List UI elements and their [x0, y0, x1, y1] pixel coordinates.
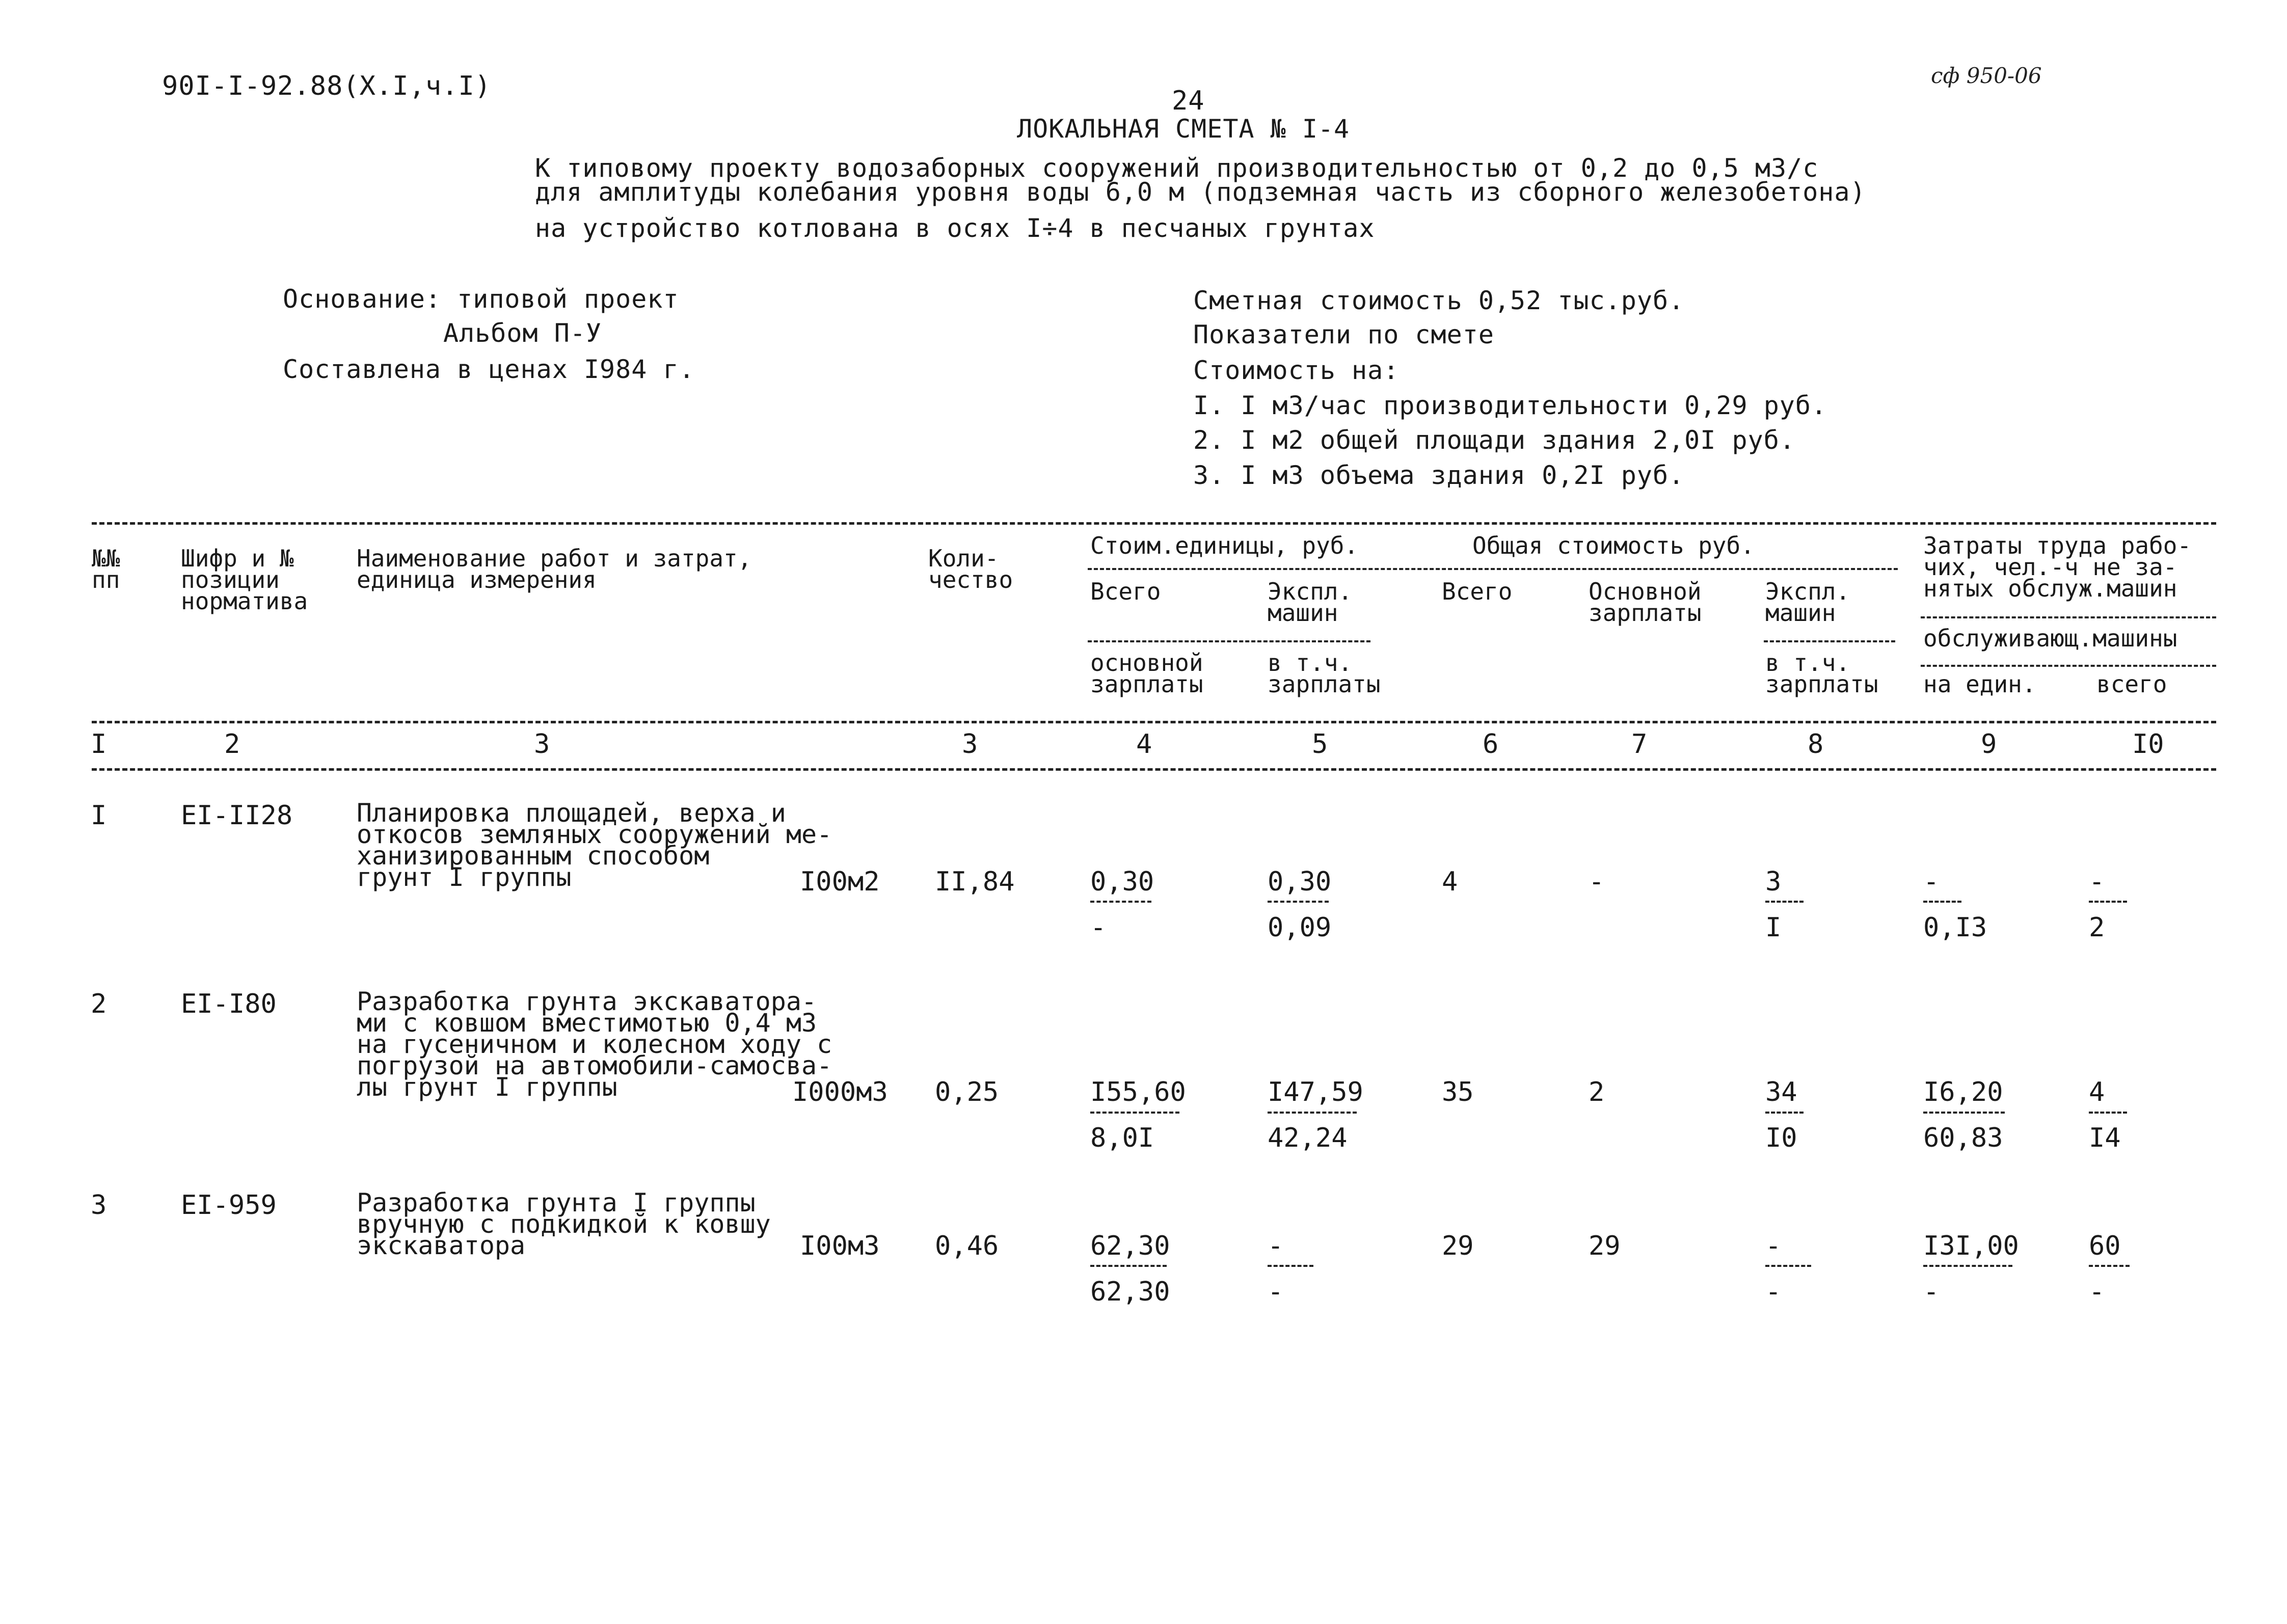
table-row-description: Разработка грунта экскаватора- ми с ковшом вместимотью 0,4 м3 на гусеничном и колесном ходу с погрузой на автомобили-самосва- лы грунт I группы: [357, 987, 832, 1102]
unit-cost-machines: -: [1268, 1231, 1284, 1261]
document-code: 90I-I-92.88(X.I,ч.I): [162, 71, 492, 101]
summary-indicators: Показатели по смете: [1193, 320, 1494, 349]
table-row-description: Разработка грунта I группы вручную с подкидкой к ковшу экскаватора: [357, 1188, 771, 1260]
total-cost-all: 29: [1442, 1231, 1474, 1261]
col-number-7: 7: [1631, 729, 1648, 760]
labor-total: -: [2089, 867, 2105, 897]
header-unit-cost: Стоим.единицы, руб.: [1090, 532, 1359, 559]
header-total-incl-wage: в т.ч. зарплаты: [1765, 649, 1878, 698]
header-col-num: №№ пп: [92, 545, 120, 593]
estimate-title: ЛОКАЛЬНАЯ СМЕТА № I-4: [1017, 114, 1350, 144]
cost-group-rule: [1088, 568, 1898, 570]
fraction-rule: [1090, 1112, 1179, 1114]
total-base-wage: -: [1589, 867, 1605, 897]
unit-cost-total: I55,60: [1090, 1077, 1186, 1107]
basis-line-1: Основание: типовой проект: [283, 284, 679, 314]
table-row-description: Планировка площадей, верха и откосов земляных сооружений ме- ханизированным способом грунт I группы: [357, 798, 832, 892]
table-row-num: 3: [91, 1190, 107, 1221]
header-labor-per-unit: на един.: [1923, 670, 2036, 698]
fraction-rule: [1268, 901, 1329, 903]
header-labor-machine: обслуживающ.машины: [1923, 625, 2177, 652]
total-base-wage: 29: [1589, 1231, 1621, 1261]
unit-cost-machines: I47,59: [1268, 1077, 1363, 1107]
labor-machine-total: 2: [2089, 912, 2105, 943]
labor-sub-rule-1: [1921, 616, 2216, 618]
total-incl-wage: I: [1765, 912, 1782, 943]
summary-item-2: 2. I м2 общей площади здания 2,0I руб.: [1193, 425, 1795, 455]
labor-machine-per-unit: 0,I3: [1923, 912, 1987, 943]
labor-machine-total: -: [2089, 1277, 2105, 1307]
fraction-rule: [2089, 1265, 2130, 1267]
unit-cost-sub-rule: [1088, 640, 1370, 642]
labor-per-unit: I6,20: [1923, 1077, 2003, 1107]
fraction-rule: [1765, 901, 1804, 903]
total-machines: 3: [1765, 867, 1782, 897]
table-row-qty: II,84: [935, 867, 1015, 897]
unit-cost-base-wage: 62,30: [1090, 1277, 1170, 1307]
header-unit-base-wage: основной зарплаты: [1090, 649, 1203, 698]
labor-total: 60: [2089, 1231, 2121, 1261]
basis-line-3: Составлена в ценах I984 г.: [283, 355, 695, 384]
machines-sub-rule: [1764, 640, 1895, 642]
labor-machine-per-unit: 60,83: [1923, 1123, 2003, 1153]
summary-item-1: I. I м3/час производительности 0,29 руб.: [1193, 391, 1827, 420]
fraction-rule: [1268, 1112, 1357, 1114]
handwritten-note: сф 950-06: [1931, 63, 2042, 88]
summary-cost-on: Стоимость на:: [1193, 356, 1400, 385]
labor-machine-per-unit: -: [1923, 1277, 1940, 1307]
header-bottom-rule: [92, 721, 2216, 723]
header-unit-machines: Экспл. машин: [1268, 578, 1353, 627]
header-total-all: Всего: [1442, 578, 1513, 605]
table-row-unit: I000м3: [792, 1077, 888, 1107]
fraction-rule: [2089, 1112, 2127, 1114]
table-row-unit: I00м2: [800, 867, 880, 897]
fraction-rule: [1765, 1265, 1811, 1267]
unit-cost-machines: 0,30: [1268, 867, 1332, 897]
col-number-8: 8: [1808, 729, 1824, 760]
col-number-3b: 3: [962, 729, 978, 760]
unit-cost-incl-wage: 42,24: [1268, 1123, 1348, 1153]
column-numbers-rule: [92, 768, 2216, 771]
table-row-num: 2: [91, 989, 107, 1019]
table-row-num: I: [91, 800, 107, 831]
labor-machine-total: I4: [2089, 1123, 2121, 1153]
labor-per-unit: -: [1923, 867, 1940, 897]
header-labor-total: всего: [2096, 670, 2167, 698]
unit-cost-total: 62,30: [1090, 1231, 1170, 1261]
col-number-1: I: [91, 729, 107, 760]
col-number-9: 9: [1981, 729, 1997, 760]
table-top-rule: [92, 522, 2216, 525]
unit-cost-base-wage: 8,0I: [1090, 1123, 1154, 1153]
total-cost-all: 4: [1442, 867, 1458, 897]
subtitle-line-1: К типовому проекту водозаборных сооружений производительностью от 0,2 до 0,5 м3/с: [535, 153, 1819, 183]
subtitle-line-2: для амплитуды колебания уровня воды 6,0 м (подземная часть из сборного железобетона): [535, 177, 1866, 207]
col-number-3: 3: [534, 729, 550, 760]
col-number-2: 2: [224, 729, 240, 760]
total-base-wage: 2: [1589, 1077, 1605, 1107]
subtitle-line-3: на устройство котлована в осях I÷4 в песчаных грунтах: [535, 213, 1375, 243]
table-row-unit: I00м3: [800, 1231, 880, 1261]
header-total-machines: Экспл. машин: [1765, 578, 1850, 627]
header-col-name: Наименование работ и затрат, единица измерения: [357, 545, 752, 593]
fraction-rule: [1923, 1265, 2012, 1267]
summary-item-3: 3. I м3 объема здания 0,2I руб.: [1193, 461, 1685, 490]
unit-cost-incl-wage: -: [1268, 1277, 1284, 1307]
table-row-qty: 0,25: [935, 1077, 999, 1107]
col-number-4: 4: [1136, 729, 1152, 760]
header-col-code: Шифр и № позиции норматива: [181, 545, 308, 615]
table-row-code: EI-959: [181, 1190, 277, 1221]
table-row-qty: 0,46: [935, 1231, 999, 1261]
fraction-rule: [1090, 901, 1151, 903]
total-cost-all: 35: [1442, 1077, 1474, 1107]
total-incl-wage: -: [1765, 1277, 1782, 1307]
total-incl-wage: I0: [1765, 1123, 1797, 1153]
table-row-code: EI-I80: [181, 989, 277, 1019]
header-labor: Затраты труда рабо- чих, чел.-ч не за- нятых обслуж.машин: [1923, 532, 2192, 602]
header-total-cost: Общая стоимость руб.: [1472, 532, 1755, 559]
labor-sub-rule-2: [1921, 665, 2216, 667]
col-number-6: 6: [1483, 729, 1499, 760]
labor-per-unit: I3I,00: [1923, 1231, 2019, 1261]
col-number-5: 5: [1312, 729, 1328, 760]
header-col-qty: Коли- чество: [928, 545, 1013, 593]
total-machines: -: [1765, 1231, 1782, 1261]
fraction-rule: [1923, 1112, 2005, 1114]
summary-cost: Сметная стоимость 0,52 тыс.руб.: [1193, 286, 1685, 315]
header-unit-total: Всего: [1090, 578, 1161, 605]
unit-cost-base-wage: -: [1090, 912, 1107, 943]
total-machines: 34: [1765, 1077, 1797, 1107]
labor-total: 4: [2089, 1077, 2105, 1107]
fraction-rule: [1090, 1265, 1167, 1267]
unit-cost-incl-wage: 0,09: [1268, 912, 1332, 943]
unit-cost-total: 0,30: [1090, 867, 1154, 897]
col-number-10: I0: [2132, 729, 2164, 760]
page-number: 24: [1172, 86, 1205, 116]
fraction-rule: [1765, 1112, 1804, 1114]
header-unit-incl-wage: в т.ч. зарплаты: [1268, 649, 1381, 698]
header-total-base-wage: Основной зарплаты: [1589, 578, 1702, 627]
table-row-code: EI-II28: [181, 800, 293, 831]
fraction-rule: [2089, 901, 2127, 903]
basis-line-2: Альбом П-У: [443, 318, 602, 348]
fraction-rule: [1923, 901, 1961, 903]
fraction-rule: [1268, 1265, 1313, 1267]
